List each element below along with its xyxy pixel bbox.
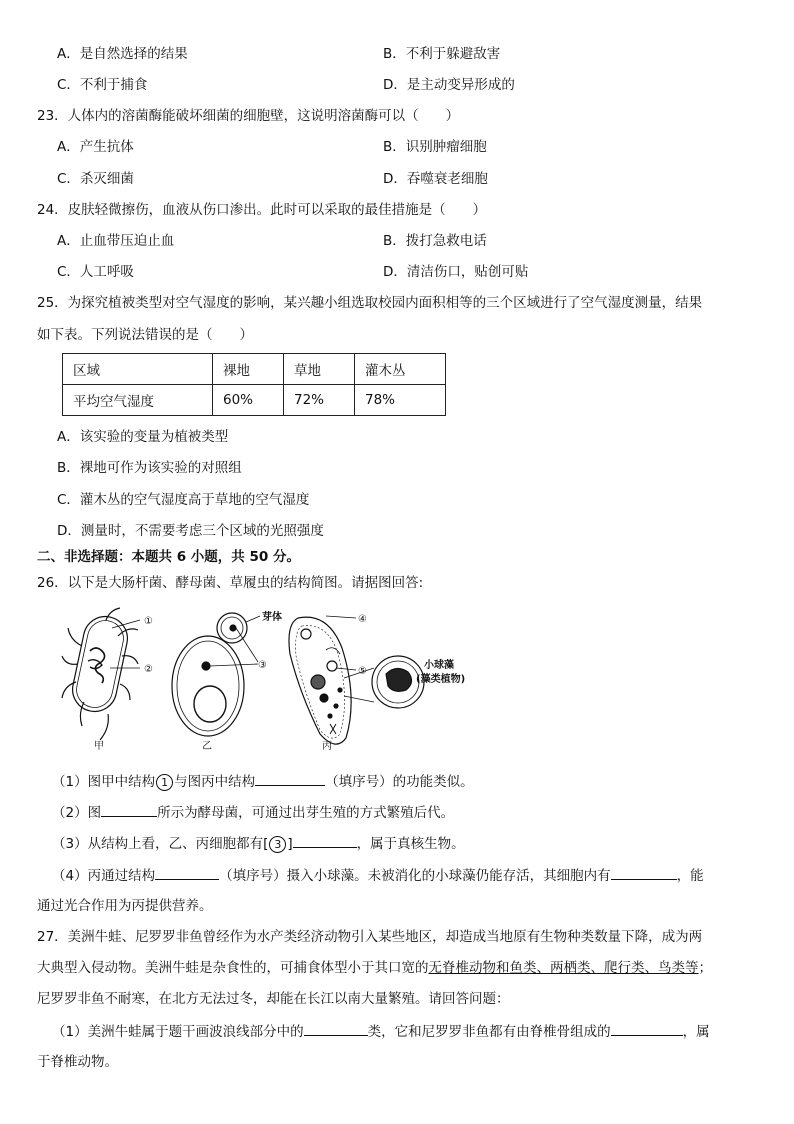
table-cell: 平均空气湿度 — [63, 385, 213, 416]
table-header-row — [63, 354, 446, 385]
marker-3: ③ — [258, 660, 267, 671]
text: 大典型入侵动物。美洲牛蛙是杂食性的，可捕食体型小于其口宽的 — [37, 960, 429, 976]
section-title: 二、非选择题：本题共 6 小题，共 50 分。 — [37, 549, 300, 565]
q26-part4-line2: 通过光合作用为丙提供营养。 — [37, 898, 213, 914]
answer-blank[interactable] — [101, 802, 157, 817]
text: （填序号）摄入小球藻。未被消化的小球藻仍能存活，其细胞内有 — [219, 868, 611, 884]
circled-number: 3 — [269, 836, 286, 853]
table-cell: 72% — [284, 385, 355, 416]
q24-option-c: C．人工呼吸 — [57, 264, 134, 280]
marker-2: ② — [144, 664, 153, 675]
figure-label-yi: 乙 — [202, 741, 212, 752]
q22-option-b: B．不利于躲避敌害 — [383, 46, 501, 62]
text: ； — [698, 960, 712, 976]
table-cell: 60% — [213, 385, 284, 416]
figure-label-jia: 甲 — [94, 741, 104, 752]
q22-option-c: C．不利于捕食 — [57, 77, 148, 93]
q25-stem-line1: 25．为探究植被类型对空气湿度的影响，某兴趣小组选取校园内面积相等的三个区域进行了空气湿度测量，结果 — [37, 295, 703, 311]
text: ，属于真核生物。 — [356, 836, 465, 852]
answer-blank[interactable] — [255, 771, 325, 786]
text: （填序号）的功能类似。 — [325, 774, 474, 790]
q25-option-d: D．测量时，不需要考虑三个区域的光照强度 — [57, 523, 324, 539]
answer-blank[interactable] — [611, 1021, 683, 1036]
answer-blank[interactable] — [304, 1021, 368, 1036]
q27-part1-line2: 于脊椎动物。 — [37, 1054, 118, 1070]
circled-number: 1 — [156, 774, 173, 791]
q26-stem: 26．以下是大肠杆菌、酵母菌、草履虫的结构简图。请据图回答: — [37, 575, 424, 591]
q25-option-b: B．裸地可作为该实验的对照组 — [57, 460, 242, 476]
marker-1: ① — [144, 616, 153, 627]
q23-option-a: A．产生抗体 — [57, 139, 134, 155]
q23-option-b: B．识别肿瘤细胞 — [383, 139, 487, 155]
q24-stem: 24．皮肤轻微擦伤，血液从伤口渗出。此时可以采取的最佳措施是（ ） — [37, 202, 487, 218]
text: （2）图 — [52, 805, 102, 821]
wavy-underlined-text: 无脊椎动物和鱼类、两栖类、爬行类、鸟类等 — [428, 960, 699, 976]
q22-option-d: D．是主动变异形成的 — [383, 77, 515, 93]
q24-option-d: D．清洁伤口，贴创可贴 — [383, 264, 529, 280]
cell-structure-figure — [60, 606, 466, 756]
algae-sublabel: (藻类植物) — [416, 674, 466, 685]
yeast-drawing — [172, 613, 260, 736]
table-row — [63, 385, 446, 416]
algae-label: 小球藻 — [424, 660, 454, 671]
answer-blank[interactable] — [611, 865, 677, 880]
q25-option-c: C．灌木丛的空气湿度高于草地的空气湿度 — [57, 492, 310, 508]
q24-option-a: A．止血带压迫止血 — [57, 233, 175, 249]
marker-5: ⑤ — [358, 666, 367, 677]
q26-part3 — [52, 833, 465, 854]
text: 所示为酵母菌，可通过出芽生殖的方式繁殖后代。 — [157, 805, 455, 821]
q23-option-d: D．吞噬衰老细胞 — [383, 171, 488, 187]
q23-stem: 23．人体内的溶菌酶能破坏细菌的细胞壁，这说明溶菌酶可以（ ） — [37, 108, 460, 124]
q27-part1 — [52, 1021, 710, 1042]
q24-option-b: B．拨打急救电话 — [383, 233, 487, 249]
text: ，属 — [682, 1024, 710, 1040]
marker-4: ④ — [358, 614, 367, 625]
table-cell: 灌木丛 — [355, 354, 446, 385]
q26-part2 — [52, 802, 454, 823]
text: （3）从结构上看，乙、丙细胞都有[ — [52, 836, 269, 852]
text: 类，它和尼罗罗非鱼都有由脊椎骨组成的 — [367, 1024, 611, 1040]
text: 与图丙中结构 — [174, 774, 256, 790]
text: ] — [287, 836, 293, 852]
table-cell: 区域 — [63, 354, 213, 385]
q23-option-c: C．杀灭细菌 — [57, 171, 134, 187]
q26-part1 — [52, 771, 474, 792]
q26-part4 — [52, 865, 704, 886]
q25-stem-line2: 如下表。下列说法错误的是（ ） — [37, 327, 253, 343]
bacterium-drawing — [62, 608, 140, 740]
humidity-table — [62, 353, 446, 416]
answer-blank[interactable] — [293, 833, 357, 848]
text: （4）丙通过结构 — [52, 868, 156, 884]
text: （1）美洲牛蛙属于题干画波浪线部分中的 — [52, 1024, 304, 1040]
q27-line3: 尼罗罗非鱼不耐寒，在北方无法过冬，却能在长江以南大量繁殖。请回答问题： — [37, 991, 510, 1007]
table-cell: 裸地 — [213, 354, 284, 385]
text: （1）图甲中结构 — [52, 774, 156, 790]
paramecium-drawing — [289, 616, 424, 744]
q27-line2 — [37, 958, 712, 978]
bud-label: 芽体 — [262, 612, 282, 623]
q27-line1: 27．美洲牛蛙、尼罗罗非鱼曾经作为水产类经济动物引入某些地区，却造成当地原有生物种类数量下降，成为两 — [37, 929, 703, 945]
q25-option-a: A．该实验的变量为植被类型 — [57, 429, 229, 445]
answer-blank[interactable] — [155, 865, 219, 880]
table-cell: 78% — [355, 385, 446, 416]
figure-label-bing: 丙 — [322, 741, 332, 752]
q22-option-a: A．是自然选择的结果 — [57, 46, 188, 62]
table-cell: 草地 — [284, 354, 355, 385]
text: ，能 — [676, 868, 704, 884]
